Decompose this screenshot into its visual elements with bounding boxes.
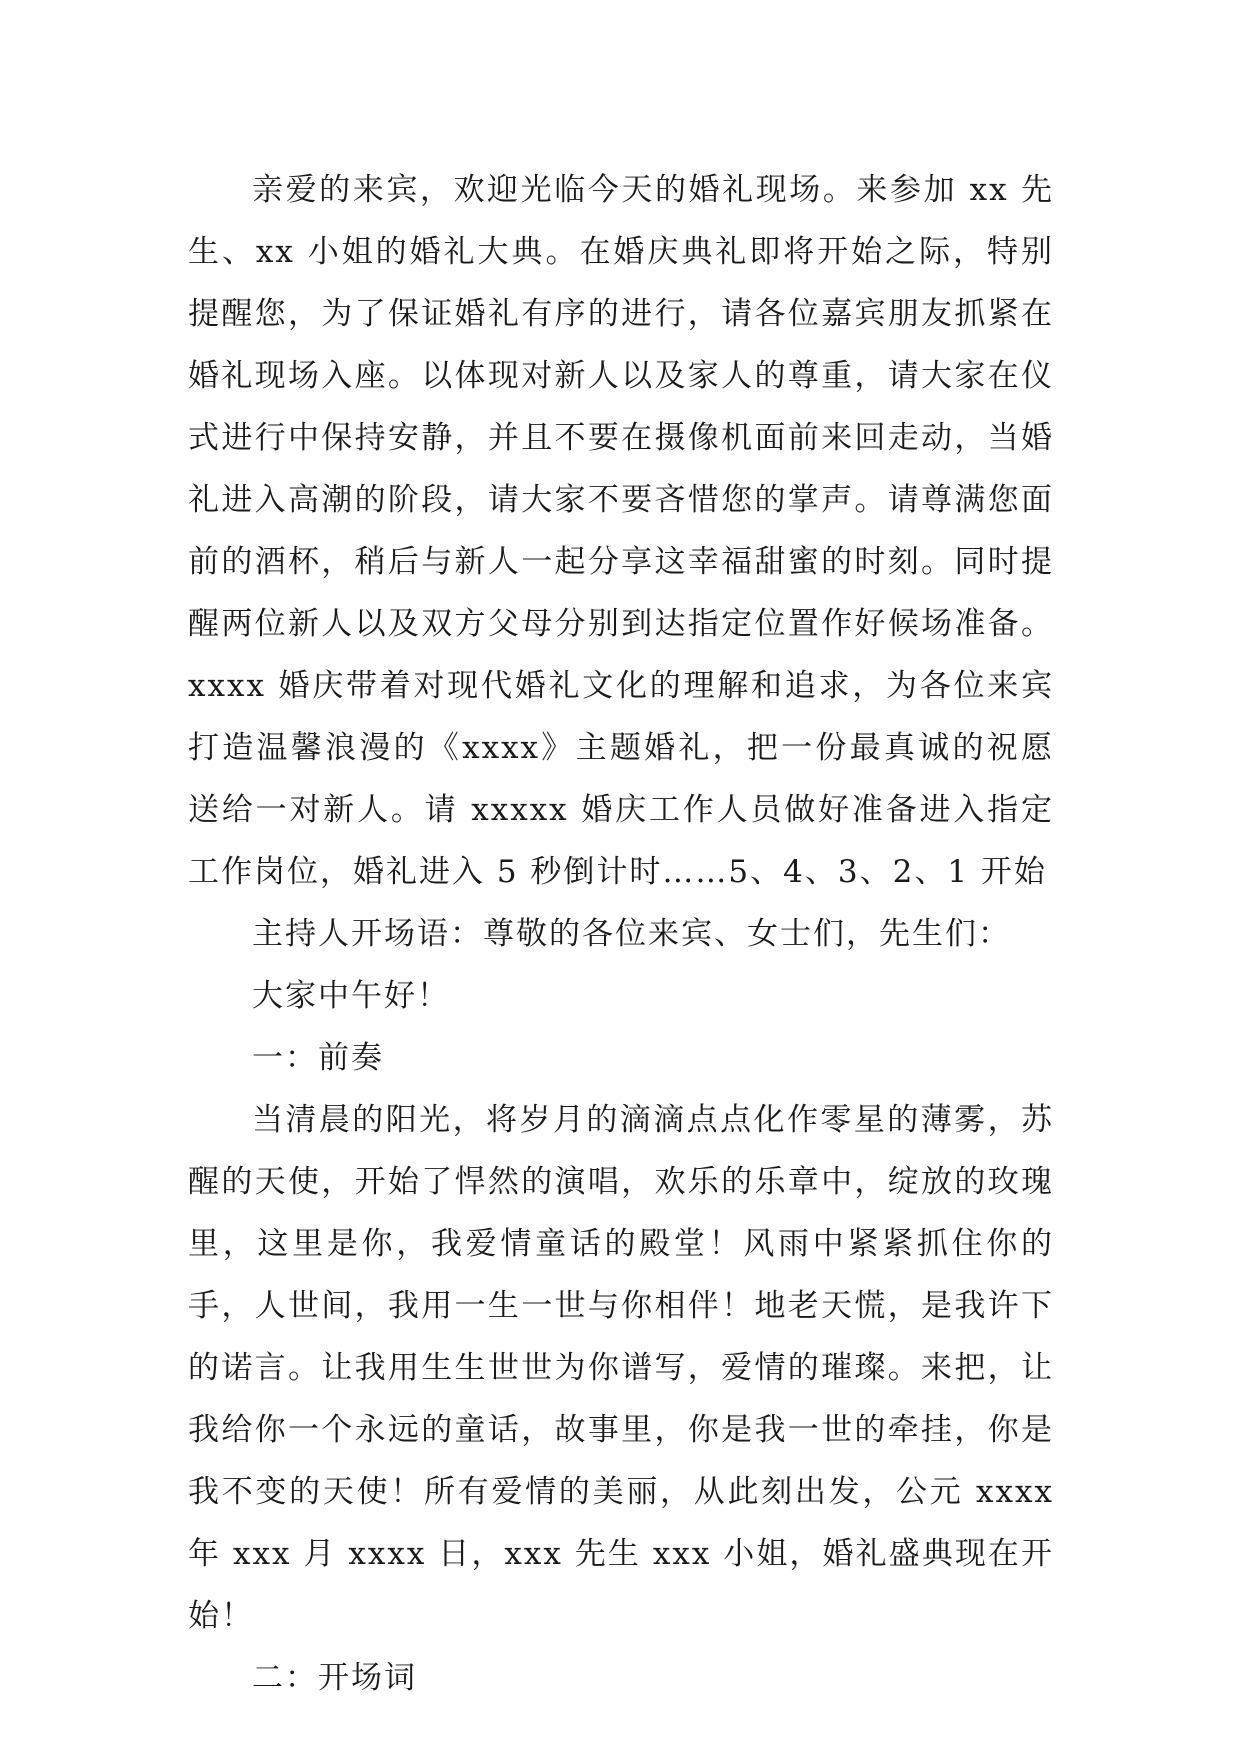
paragraph-welcome-notice: 亲爱的来宾，欢迎光临今天的婚礼现场。来参加 xx 先生、xx 小姐的婚礼大典。在婚庆典礼即将开始之际，特别提醒您，为了保证婚礼有序的进行，请各位嘉宾朋友抓紧在婚礼现场入座。以体现对新人以及家人的尊重，请大家在仪式进行中保持安静，并且不要在摄像机面前来回走动，当婚礼进入高潮的阶段，请大家不要吝惜您的掌声。请尊满您面前的酒杯，稍后与新人一起分享这幸福甜蜜的时刻。同时提醒两位新人以及双方父母分别到达指定位置作好候场准备。xxxx 婚庆带着对现代婚礼文化的理解和追求，为各位来宾打造温馨浪漫的《xxxx》主题婚礼，把一份最真诚的祝愿送给一对新人。请 xxxxx 婚庆工作人员做好准备进入指定工作岗位，婚礼进入 5 秒倒计时……5、4、3、2、1 开始 — [188, 172, 1054, 890]
paragraph-prelude-text: 当清晨的阳光，将岁月的滴滴点点化作零星的薄雾，苏醒的天使，开始了悍然的演唱，欢乐的乐章中，绽放的玫瑰里，这里是你，我爱情童话的殿堂！风雨中紧紧抓住你的手，人世间，我用一生一世与你相伴！地老天慌，是我许下的诺言。让我用生生世世为你谱写，爱情的璀璨。来把，让我给你一个永远的童话，故事里，你是我一世的牵挂，你是我不变的天使！所有爱情的美丽，从此刻出发，公元 xxxx 年 xxx 月 xxxx 日，xxx 先生 xxx 小姐，婚礼盛典现在开始！ — [188, 1102, 1054, 1634]
section-heading-opening-speech: 二：开场词 — [252, 1660, 417, 1696]
paragraph-host-opening: 主持人开场语：尊敬的各位来宾、女士们，先生们： — [252, 916, 1011, 952]
section-heading-prelude: 一：前奏 — [252, 1040, 384, 1076]
document-body — [188, 159, 1054, 1709]
paragraph-greeting: 大家中午好！ — [252, 978, 450, 1014]
